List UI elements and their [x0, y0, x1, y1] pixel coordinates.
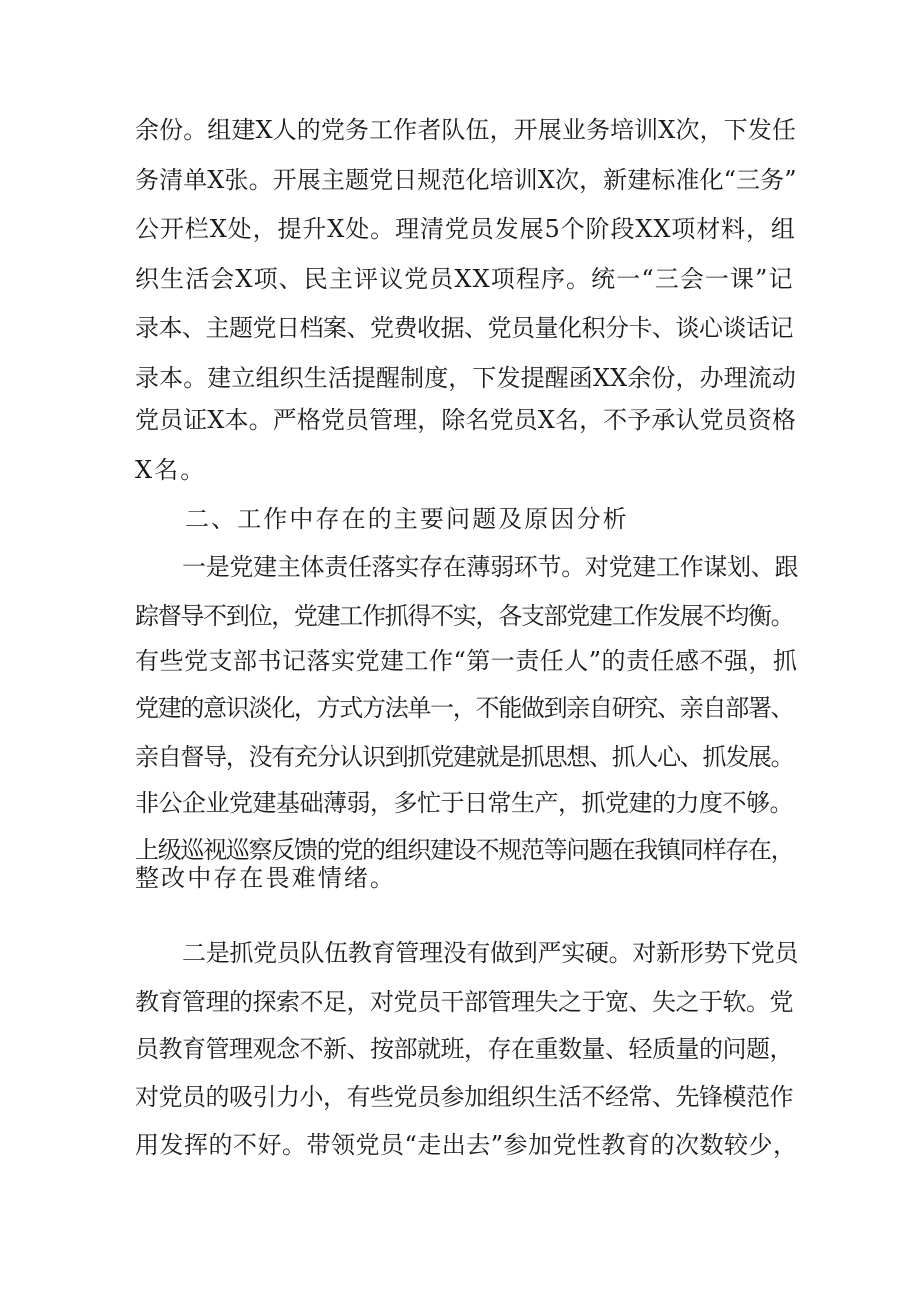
body-line: 对党员的吸引力小，有些党员参加组织生活不经常、先锋模范作 [135, 1083, 793, 1111]
body-line: 党员证X本。严格党员管理，除名党员X名，不予承认党员资格 [135, 406, 796, 434]
body-line: 非公企业党建基础薄弱，多忙于日常生产，抓党建的力度不够。 [135, 789, 793, 817]
body-line: 务清单X张。开展主题党日规范化培训X次，新建标准化“三务” [135, 166, 797, 194]
paragraph-first-line: 一是党建主体责任落实存在薄弱环节。对党建工作谋划、跟 [182, 553, 799, 581]
body-line: 录本。建立组织生活提醒制度，下发提醒函XX余份，办理流动 [135, 364, 796, 392]
body-line: 织生活会X项、民主评议党员XX项程序。统一“三会一课”记 [135, 265, 794, 293]
body-line: 踪督导不到位，党建工作抓得不实，各支部党建工作发展不均衡。 [135, 602, 794, 630]
body-line: 党建的意识淡化，方式方法单一，不能做到亲自研究、亲自部署、 [135, 694, 794, 722]
body-line: 录本、主题党日档案、党费收据、党员量化积分卡、谈心谈话记 [135, 314, 793, 342]
body-line: 上级巡视巡察反馈的党的组织建设不规范等问题在我镇同样存在， [135, 836, 794, 864]
body-line: 公开栏X处，提升X处。理清党员发展5个阶段XX项材料，组 [135, 215, 796, 243]
section-heading: 二、工作中存在的主要问题及原因分析 [185, 505, 629, 533]
body-line: 余份。组建X人的党务工作者队伍，开展业务培训X次，下发任 [135, 116, 796, 144]
body-line: 用发挥的不好。带领党员“走出去”参加党性教育的次数较少， [135, 1131, 798, 1159]
body-line: 员教育管理观念不新、按部就班，存在重数量、轻质量的问题， [135, 1035, 793, 1063]
body-line: X名。 [135, 456, 207, 484]
body-line: 亲自督导，没有充分认识到抓党建就是抓思想、抓人心、抓发展。 [135, 743, 794, 771]
body-line: 有些党支部书记落实党建工作“第一责任人”的责任感不强，抓 [135, 647, 798, 675]
body-line: 整改中存在畏难情绪。 [135, 864, 396, 892]
paragraph-first-line: 二是抓党员队伍教育管理没有做到严实硬。对新形势下党员 [182, 939, 799, 967]
body-line: 教育管理的探索不足，对党员干部管理失之于宽、失之于软。党 [135, 988, 793, 1016]
